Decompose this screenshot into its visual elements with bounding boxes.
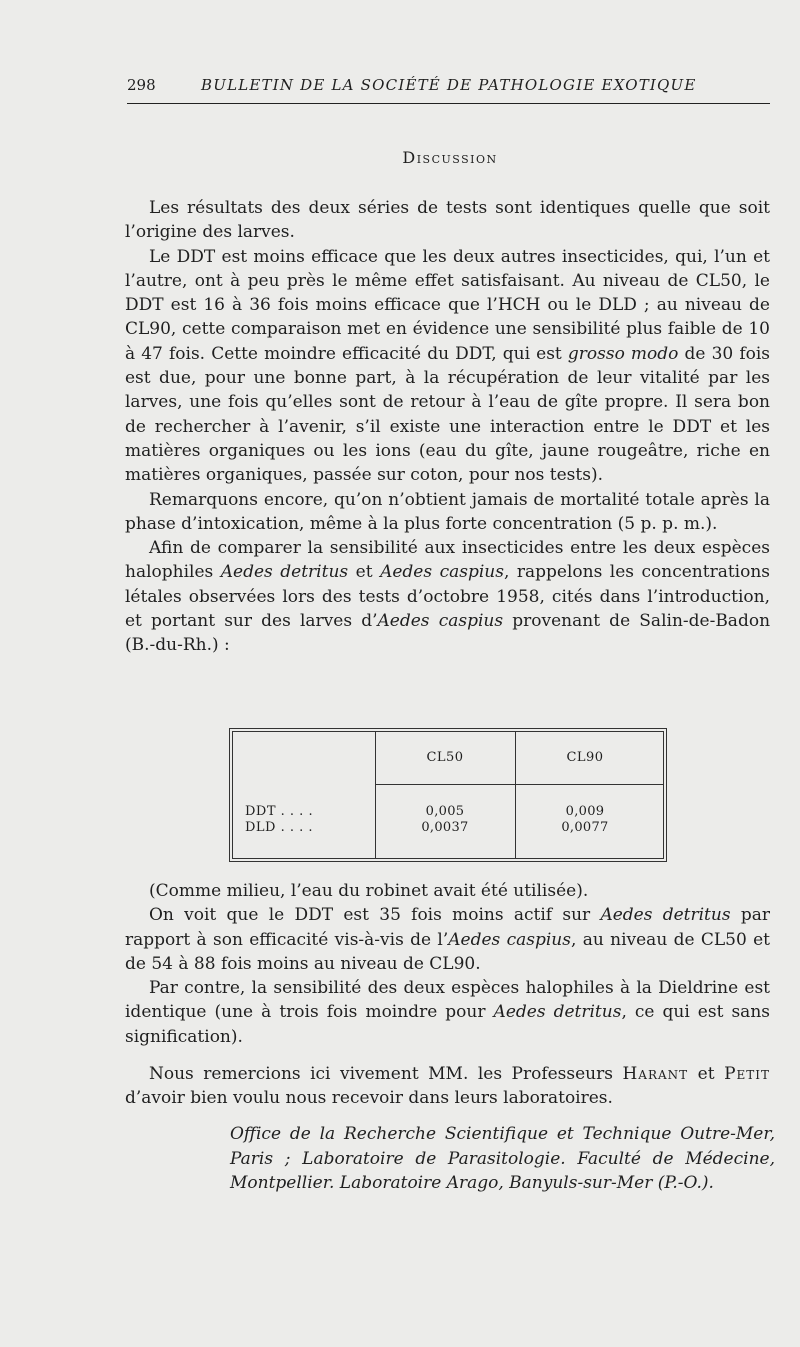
acknowledgement-text xyxy=(125,1062,770,1111)
page-number: 298 xyxy=(127,76,156,94)
section-title: Discussion xyxy=(402,148,498,167)
cell-dld-cl50: 0,0037 xyxy=(421,820,469,835)
row-label-dld: DLD . . . . xyxy=(245,820,314,835)
paragraph: (Comme milieu, l’eau du robinet avait été utilisée). xyxy=(149,881,589,901)
cell-ddt-cl50: 0,005 xyxy=(425,804,465,819)
column-header-cl50: CL50 xyxy=(426,750,464,765)
author-name: Petit xyxy=(724,1064,771,1084)
running-header xyxy=(127,74,769,100)
header-rule xyxy=(127,103,770,104)
paragraph: Afin de comparer la sensibilité aux insecticides entre les deux espèces halophiles Aedes detritus et Aedes caspius, rappelons les concentrations létales observées lors des tests d’octobre 1958, cités dans l’introduction, et portant sur des larves d’Aedes caspius provenant de Salin-de-Badon (B.-du-Rh.) : xyxy=(125,538,771,656)
paragraph: Nous remercions ici vivement MM. les Professeurs Harant et Petit d’avoir bien voulu nous recevoir dans leurs laboratoires. xyxy=(125,1064,771,1109)
cell-ddt-cl90: 0,009 xyxy=(565,804,605,819)
journal-title: BULLETIN DE LA SOCIÉTÉ DE PATHOLOGIE EXOTIQUE xyxy=(201,76,697,94)
conclusion-text xyxy=(125,879,770,1049)
column-header-cl90: CL90 xyxy=(566,750,604,765)
paragraph: Les résultats des deux séries de tests sont identiques quelle que soit l’origine des larves. xyxy=(125,198,770,243)
lethal-concentration-table xyxy=(232,731,664,859)
cell-dld-cl90: 0,0077 xyxy=(561,820,609,835)
paragraph: On voit que le DDT est 35 fois moins actif sur Aedes detritus par rapport à son efficacité vis-à-vis de l’Aedes caspius, au niveau de CL50 et de 54 à 88 fois moins au niveau de CL90. xyxy=(125,905,771,974)
row-label-ddt: DDT . . . . xyxy=(245,804,314,819)
paragraph: Par contre, la sensibilité des deux espèces halophiles à la Dieldrine est identique (une à trois fois moindre pour Aedes detritus, ce qui est sans signification). xyxy=(125,978,770,1047)
header-divider xyxy=(375,784,663,785)
discussion-text xyxy=(125,196,770,658)
paragraph: Le DDT est moins efficace que les deux autres insecticides, qui, l’un et l’autre, ont à peu près le même effet satisfaisant. Au niveau de CL50, le DDT est 16 à 36 fois moins efficace que l’HCH ou le DLD ; au niveau de CL90, cette comparaison met en évidence une sensibilité plus faible de 10 à 47 fois. Cette moindre efficacité du DDT, qui est grosso modo de 30 fois est due, pour une bonne part, à la récupération de leur vitalité par les larves, une fois qu’elles sont de retour à l’eau de gîte propre. Il sera bon de rechercher à l’avenir, s’il existe une interaction entre le DDT et les matières organiques ou les ions (eau du gîte, jaune rougeâtre, riche en matières organiques, passée sur coton, pour nos tests). xyxy=(125,246,771,486)
paragraph: Remarquons encore, qu’on n’obtient jamais de mortalité totale après la phase d’intoxication, même à la plus forte concentration (5 p. p. m.). xyxy=(125,489,770,534)
affiliation: Office de la Recherche Scientifique et Technique Outre-Mer, Paris ; Laboratoire de Parasitologie. Faculté de Médecine, Montpellier. Laboratoire Arago, Banyuls-sur-Mer (P.-O.). xyxy=(230,1124,775,1193)
author-name: Harant xyxy=(622,1064,689,1084)
